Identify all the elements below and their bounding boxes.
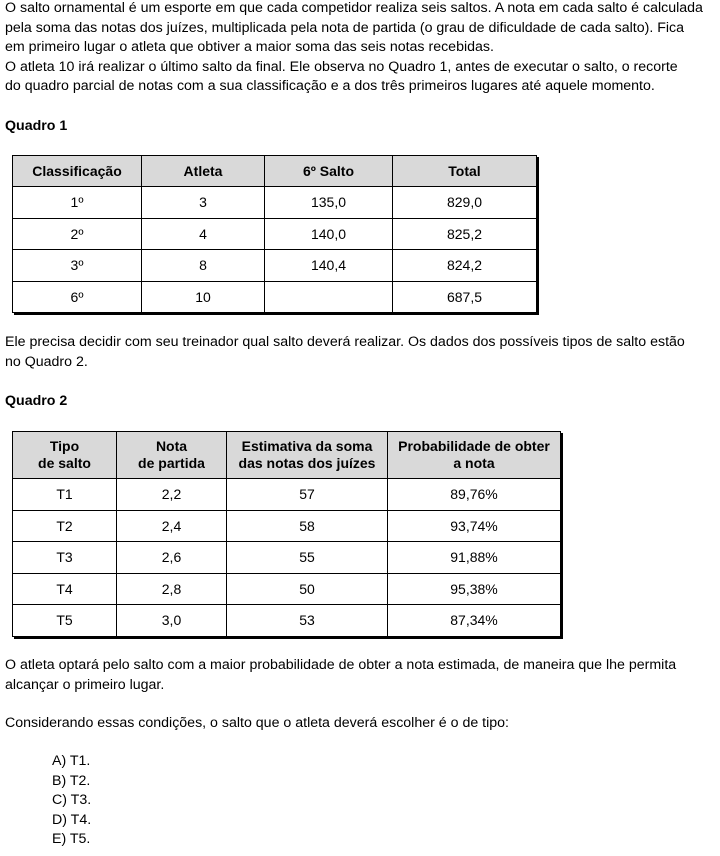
quadro2-table bbox=[12, 431, 561, 637]
intro-line: do quadro parcial de notas com a sua classificação e a dos três primeiros lugares até aquele momento. bbox=[5, 78, 655, 94]
table-cell: 91,88% bbox=[388, 542, 561, 574]
option-e[interactable]: E) T5. bbox=[52, 831, 91, 848]
header-line: das notas dos juízes bbox=[238, 455, 376, 471]
table-cell: 140,0 bbox=[265, 218, 393, 250]
question-text: Considerando essas condições, o salto que o atleta deverá escolher é o de tipo: bbox=[5, 715, 509, 731]
table-cell: 2,2 bbox=[117, 479, 227, 511]
header-line: Tipo bbox=[49, 438, 80, 454]
intro-line: O atleta 10 irá realizar o último salto da final. Ele observa no Quadro 1, antes de executar o salto, o recorte bbox=[5, 58, 678, 75]
column-header: Total bbox=[393, 156, 537, 187]
table-cell: 8 bbox=[142, 250, 265, 282]
middle-paragraph bbox=[5, 333, 717, 372]
table-cell: 3 bbox=[142, 187, 265, 219]
table-row bbox=[13, 479, 561, 511]
table-cell: 2,4 bbox=[117, 510, 227, 542]
table-cell: 55 bbox=[227, 542, 388, 574]
table-cell: 6º bbox=[13, 281, 142, 313]
table-cell: T1 bbox=[13, 479, 117, 511]
table-row bbox=[13, 605, 561, 637]
header-line: Probabilidade de obter bbox=[398, 438, 550, 454]
table-cell: T3 bbox=[13, 542, 117, 574]
table-cell: 3º bbox=[13, 250, 142, 282]
table-cell: T4 bbox=[13, 573, 117, 605]
table-cell: 4 bbox=[142, 218, 265, 250]
intro-line: pela soma das notas dos juízes, multiplicada pela nota de partida (o grau de dificuldade de cada salto). Fica bbox=[5, 19, 685, 36]
closing-line: O atleta optará pelo salto com a maior probabilidade de obter a nota estimada, de maneira que lhe permita bbox=[5, 657, 677, 673]
header-line: Estimativa da soma bbox=[241, 438, 373, 454]
closing-line: alcançar o primeiro lugar. bbox=[5, 676, 165, 693]
table-cell: 58 bbox=[227, 510, 388, 542]
column-header: Atleta bbox=[142, 156, 265, 187]
table-cell: T5 bbox=[13, 605, 117, 637]
table-cell: 95,38% bbox=[388, 573, 561, 605]
option-b[interactable]: B) T2. bbox=[52, 772, 91, 789]
table-cell: 50 bbox=[227, 573, 388, 605]
column-header bbox=[227, 432, 388, 479]
option-d[interactable]: D) T4. bbox=[52, 811, 92, 828]
quadro2-header-row bbox=[13, 432, 561, 479]
quadro1-table bbox=[12, 155, 537, 313]
table-cell: 2,6 bbox=[117, 542, 227, 574]
table-cell: 87,34% bbox=[388, 605, 561, 637]
intro-line: O salto ornamental é um esporte em que cada competidor realiza seis saltos. A nota em cada salto é calculada bbox=[5, 0, 703, 16]
table-cell: 10 bbox=[142, 281, 265, 313]
column-header bbox=[388, 432, 561, 479]
table-cell bbox=[265, 281, 393, 313]
option-c[interactable]: C) T3. bbox=[52, 792, 92, 809]
intro-paragraph bbox=[5, 0, 717, 97]
table-cell: 2,8 bbox=[117, 573, 227, 605]
header-line: de partida bbox=[138, 455, 205, 471]
table-row bbox=[13, 281, 537, 313]
column-header bbox=[117, 432, 227, 479]
column-header: Classificação bbox=[13, 156, 142, 187]
table-cell: 3,0 bbox=[117, 605, 227, 637]
middle-line: Ele precisa decidir com seu treinador qual salto deverá realizar. Os dados dos possíveis tipos de salto estão bbox=[5, 334, 685, 350]
table-cell: 53 bbox=[227, 605, 388, 637]
table-row bbox=[13, 573, 561, 605]
table-cell: 93,74% bbox=[388, 510, 561, 542]
header-line: Nota bbox=[155, 438, 188, 454]
intro-line: em primeiro lugar o atleta que obtiver a maior soma das seis notas recebidas. bbox=[5, 39, 494, 55]
quadro1-header-row bbox=[13, 156, 537, 187]
table-cell: 825,2 bbox=[393, 218, 537, 250]
table-cell: 829,0 bbox=[393, 187, 537, 219]
table-cell: 135,0 bbox=[265, 187, 393, 219]
table-row bbox=[13, 510, 561, 542]
middle-line: no Quadro 2. bbox=[5, 353, 88, 370]
table-cell: 1º bbox=[13, 187, 142, 219]
header-line: de salto bbox=[38, 455, 91, 471]
table-cell: T2 bbox=[13, 510, 117, 542]
table-cell: 687,5 bbox=[393, 281, 537, 313]
quadro2-title: Quadro 2 bbox=[5, 393, 68, 409]
column-header: 6º Salto bbox=[265, 156, 393, 187]
table-row bbox=[13, 218, 537, 250]
closing-paragraph bbox=[5, 656, 717, 695]
table-row bbox=[13, 250, 537, 282]
table-cell: 89,76% bbox=[388, 479, 561, 511]
table-cell: 824,2 bbox=[393, 250, 537, 282]
quadro1-title: Quadro 1 bbox=[5, 118, 68, 134]
header-line: a nota bbox=[453, 455, 495, 471]
table-row bbox=[13, 187, 537, 219]
table-cell: 140,4 bbox=[265, 250, 393, 282]
table-cell: 57 bbox=[227, 479, 388, 511]
option-a[interactable]: A) T1. bbox=[52, 753, 91, 769]
table-row bbox=[13, 542, 561, 574]
column-header bbox=[13, 432, 117, 479]
answer-options bbox=[52, 752, 91, 850]
table-cell: 2º bbox=[13, 218, 142, 250]
